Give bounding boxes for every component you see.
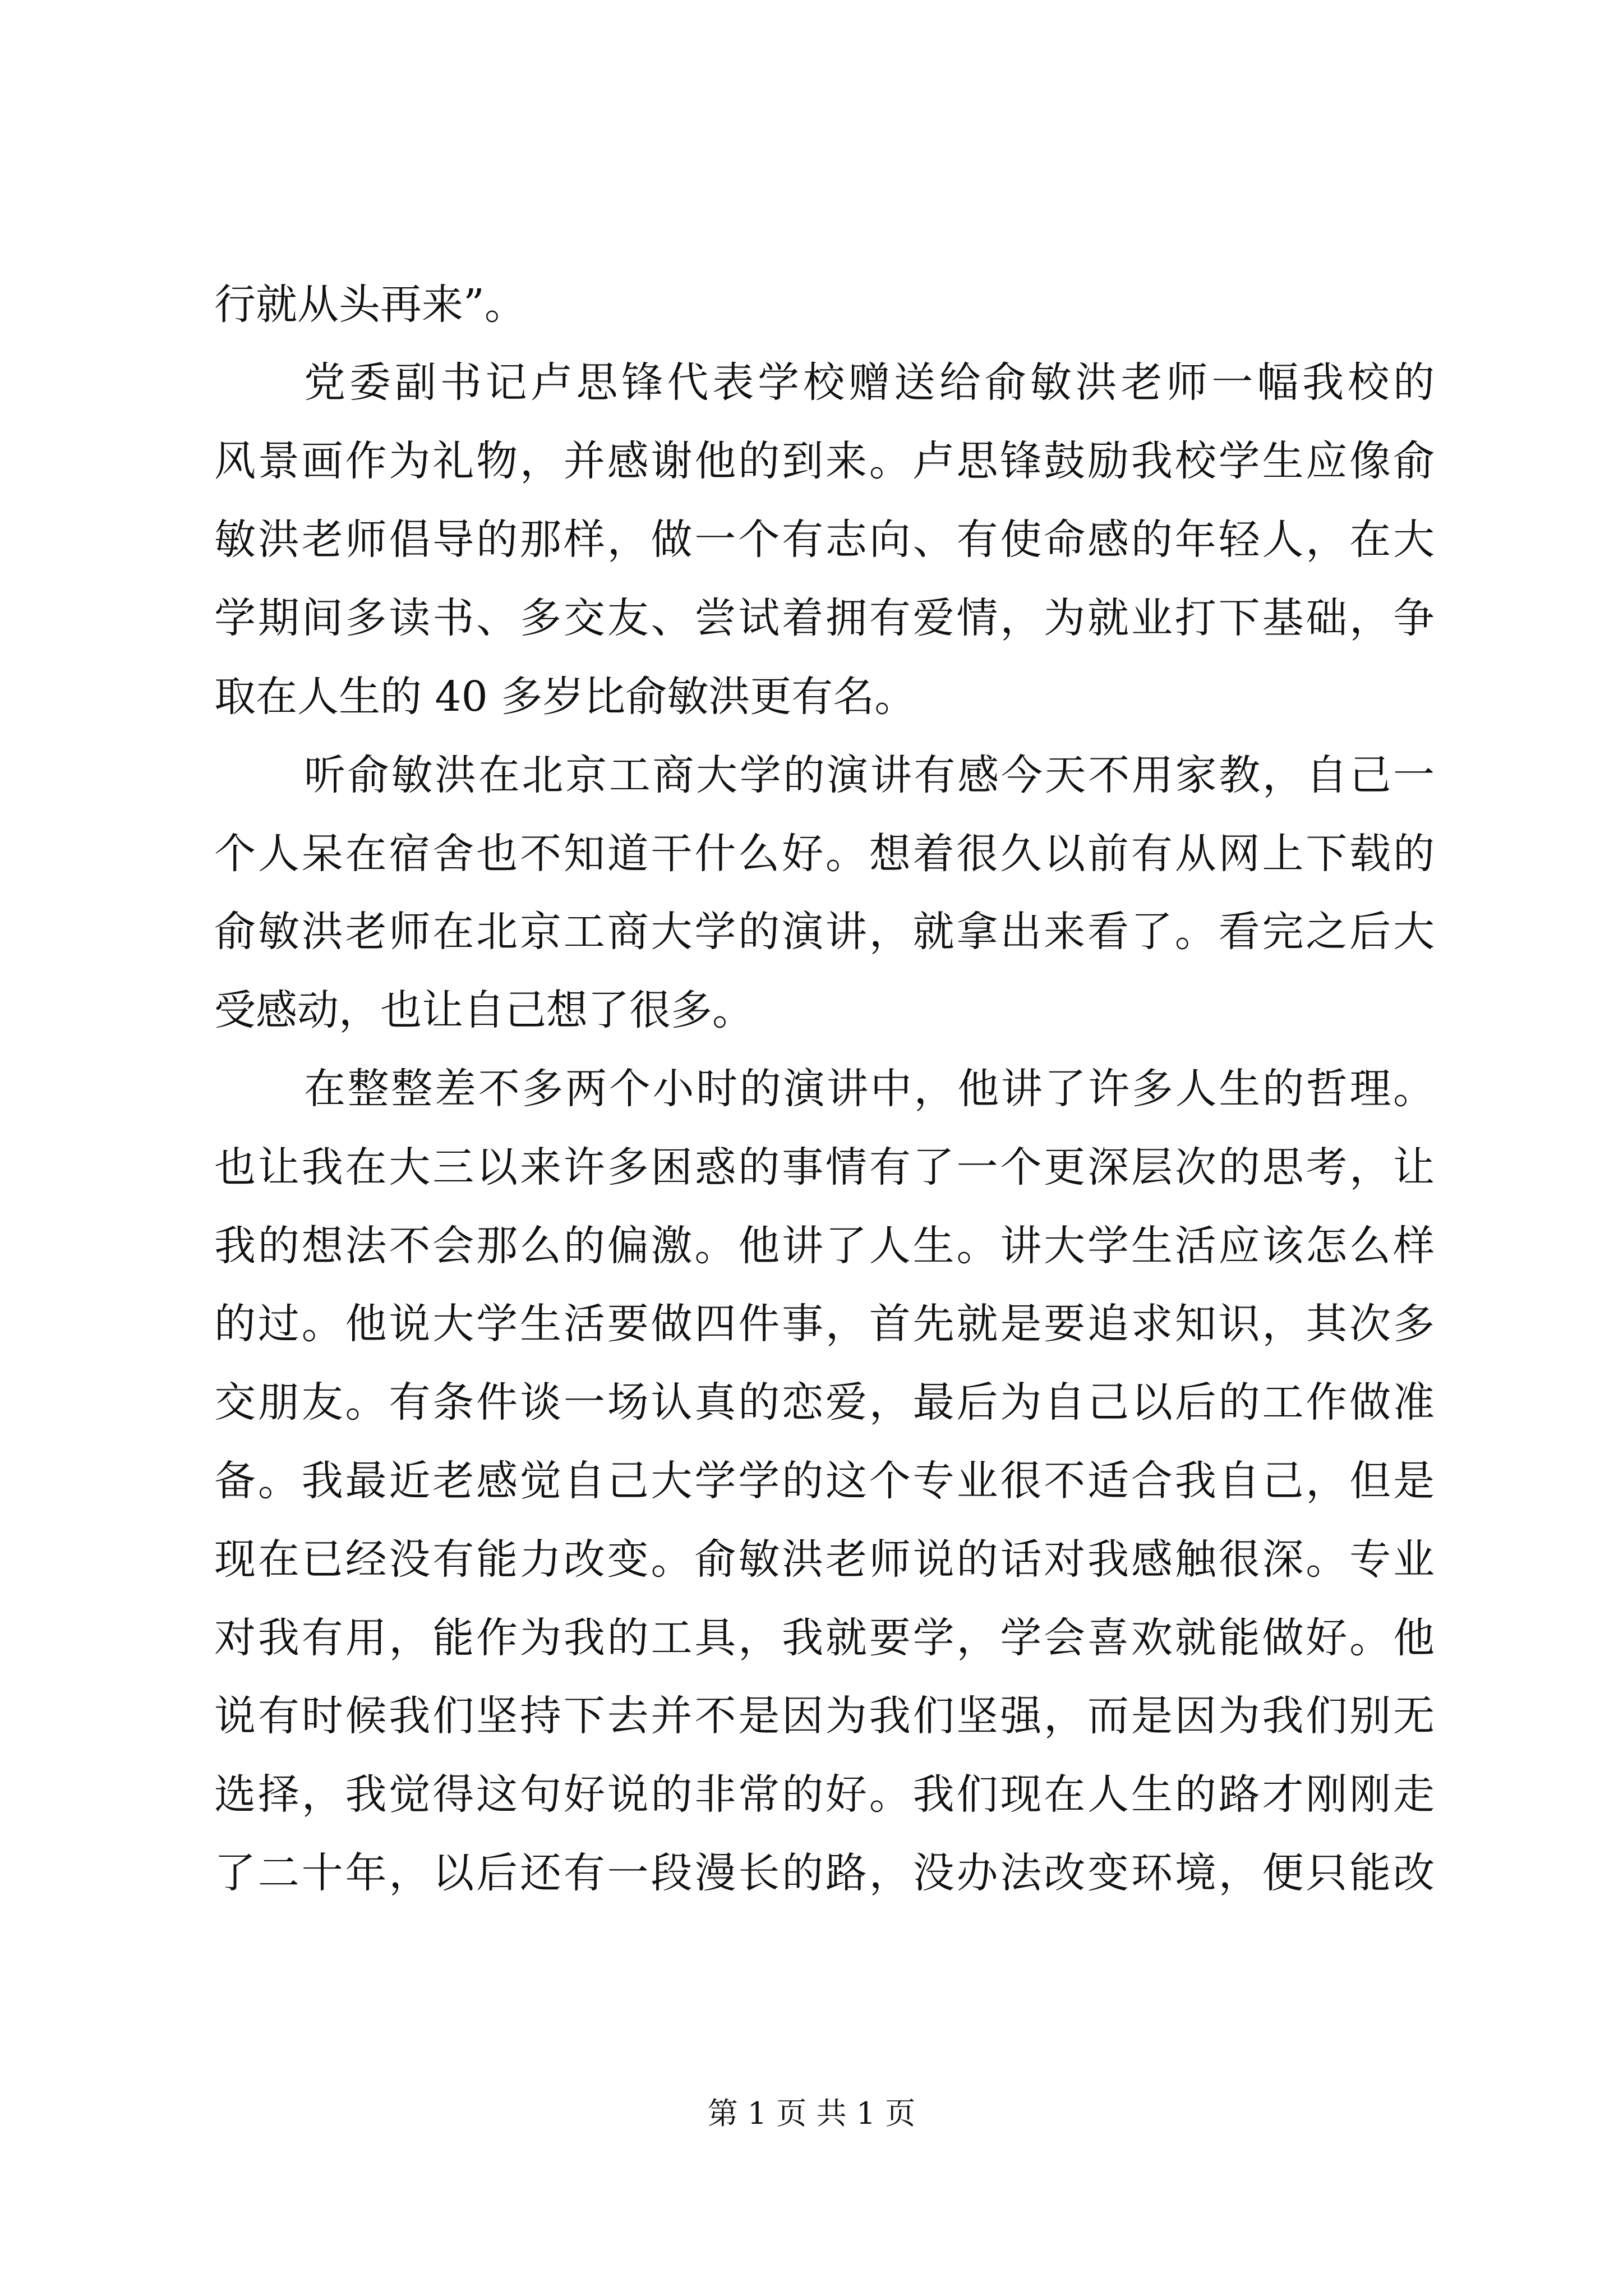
text-line: 俞敏洪老师在北京工商大学的演讲，就拿出来看了。看完之后大 <box>214 908 1435 956</box>
text-line: 备。我最近老感觉自己大学学的这个专业很不适合我自己，但是 <box>214 1457 1435 1505</box>
paragraph-first-line: 党委副书记卢思锋代表学校赠送给俞敏洪老师一幅我校的 <box>304 358 1435 407</box>
text-line: 取在人生的 40 多岁比俞敏洪更有名。 <box>214 673 916 721</box>
text-line: 了二十年，以后还有一段漫长的路，没办法改变环境，便只能改 <box>214 1849 1435 1897</box>
text-line: 学期间多读书、多交友、尝试着拥有爱情，为就业打下基础，争 <box>214 594 1435 642</box>
text-line: 个人呆在宿舍也不知道干什么好。想着很久以前有从网上下载的 <box>214 830 1435 878</box>
text-line: 行就从头再来”。 <box>214 280 526 329</box>
text-line: 受感动，也让自己想了很多。 <box>214 986 754 1034</box>
text-line: 也让我在大三以来许多困惑的事情有了一个更深层次的思考，让 <box>214 1143 1435 1191</box>
text-line: 说有时候我们坚持下去并不是因为我们坚强，而是因为我们别无 <box>214 1692 1435 1740</box>
text-line: 对我有用，能作为我的工具，我就要学，学会喜欢就能做好。他 <box>214 1614 1435 1662</box>
paragraph-first-line: 听俞敏洪在北京工商大学的演讲有感今天不用家教，自己一 <box>304 751 1435 799</box>
paragraph-first-line: 在整整差不多两个小时的演讲中，他讲了许多人生的哲理。 <box>304 1065 1435 1113</box>
text-line: 现在已经没有能力改变。俞敏洪老师说的话对我感触很深。专业 <box>214 1535 1435 1584</box>
text-line: 我的想法不会那么的偏激。他讲了人生。讲大学生活应该怎么样 <box>214 1222 1435 1270</box>
text-line: 风景画作为礼物，并感谢他的到来。卢思锋鼓励我校学生应像俞 <box>214 437 1435 485</box>
text-line: 选择，我觉得这句好说的非常的好。我们现在人生的路才刚刚走 <box>214 1770 1435 1819</box>
text-line: 敏洪老师倡导的那样，做一个有志向、有使命感的年轻人，在大 <box>214 516 1435 564</box>
page-footer: 第 1 页 共 1 页 <box>707 2096 916 2131</box>
text-line: 的过。他说大学生活要做四件事，首先就是要追求知识，其次多 <box>214 1300 1435 1348</box>
text-line: 交朋友。有条件谈一场认真的恋爱，最后为自己以后的工作做准 <box>214 1378 1435 1427</box>
